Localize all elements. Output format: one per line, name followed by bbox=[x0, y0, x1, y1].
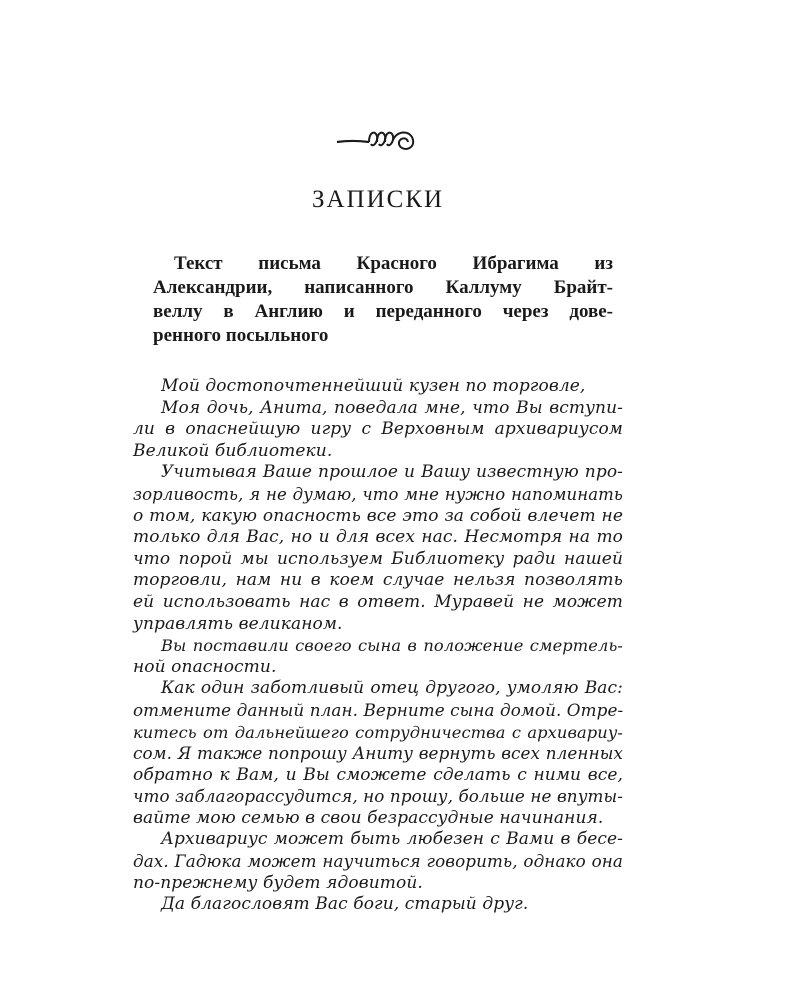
heading-line: ренного посыльного bbox=[153, 325, 329, 346]
ornament-icon bbox=[333, 120, 423, 160]
letter-line: только для Вас, но и для всех нас. Несмотря на то bbox=[133, 527, 623, 548]
letter-line: торговли, нам ни в коем случае нельзя позволять bbox=[133, 570, 623, 591]
letter-line: управлять великаном. bbox=[133, 613, 343, 634]
letter-line: Учитывая Ваше прошлое и Вашу известную про- bbox=[161, 462, 623, 483]
letter-line: ной опасности. bbox=[133, 656, 277, 677]
heading-line: веллу в Англию и переданного через дове- bbox=[153, 301, 613, 322]
letter-line: зорливость, я не думаю, что мне нужно напоминать bbox=[133, 484, 623, 504]
letter-line: Как один заботливый отец другого, умоляю Вас: bbox=[161, 678, 623, 699]
letter-line: сом. Я также попрошу Аниту вернуть всех пленных bbox=[133, 743, 623, 764]
letter-line: вайте мою семью в свои безрассудные начинания. bbox=[133, 807, 604, 828]
letter-line: Моя дочь, Анита, поведала мне, что Вы вступи- bbox=[161, 397, 623, 418]
letter-line: ли в опаснейшую игру с Верховным архивариусом bbox=[133, 419, 623, 440]
heading-line: Александрии, написанного Каллуму Брайт- bbox=[153, 277, 613, 298]
letter-line: Великой библиотеки. bbox=[133, 440, 333, 461]
letter-body bbox=[133, 376, 623, 916]
letter-line: по-прежнему будет ядовитой. bbox=[133, 872, 423, 893]
letter-heading bbox=[133, 252, 623, 348]
letter-line: о том, какую опасность все это за собой влечет не bbox=[133, 505, 623, 526]
letter-line: что заблагорассудится, но прошу, больше не впуты- bbox=[133, 786, 623, 807]
heading-line: Текст письма Красного Ибрагима из bbox=[174, 253, 613, 274]
letter-line: ей использовать нас в ответ. Муравей не может bbox=[133, 591, 623, 612]
letter-line: Вы поставили своего сына в положение смертель- bbox=[161, 636, 623, 656]
letter-line: отмените данный план. Верните сына домой. Отре- bbox=[133, 699, 624, 720]
letter-line: обратно к Вам, и Вы сможете сделать с ними все, bbox=[133, 764, 623, 785]
letter-line: Архивариус может быть любезен с Вами в бесе- bbox=[161, 829, 623, 850]
letter-line: что порой мы используем Библиотеку ради нашей bbox=[133, 548, 623, 569]
letter-line: китесь от дальнейшего сотрудничества с архивариу- bbox=[133, 722, 623, 742]
letter-line: Да благословят Вас боги, старый друг. bbox=[161, 894, 529, 915]
letter-line: дах. Гадюка может научиться говорить, однако она bbox=[133, 851, 623, 872]
book-page bbox=[133, 120, 623, 916]
letter-line: Мой достопочтеннейший кузен по торговле, bbox=[161, 376, 586, 396]
section-title: ЗАПИСКИ bbox=[311, 186, 445, 213]
